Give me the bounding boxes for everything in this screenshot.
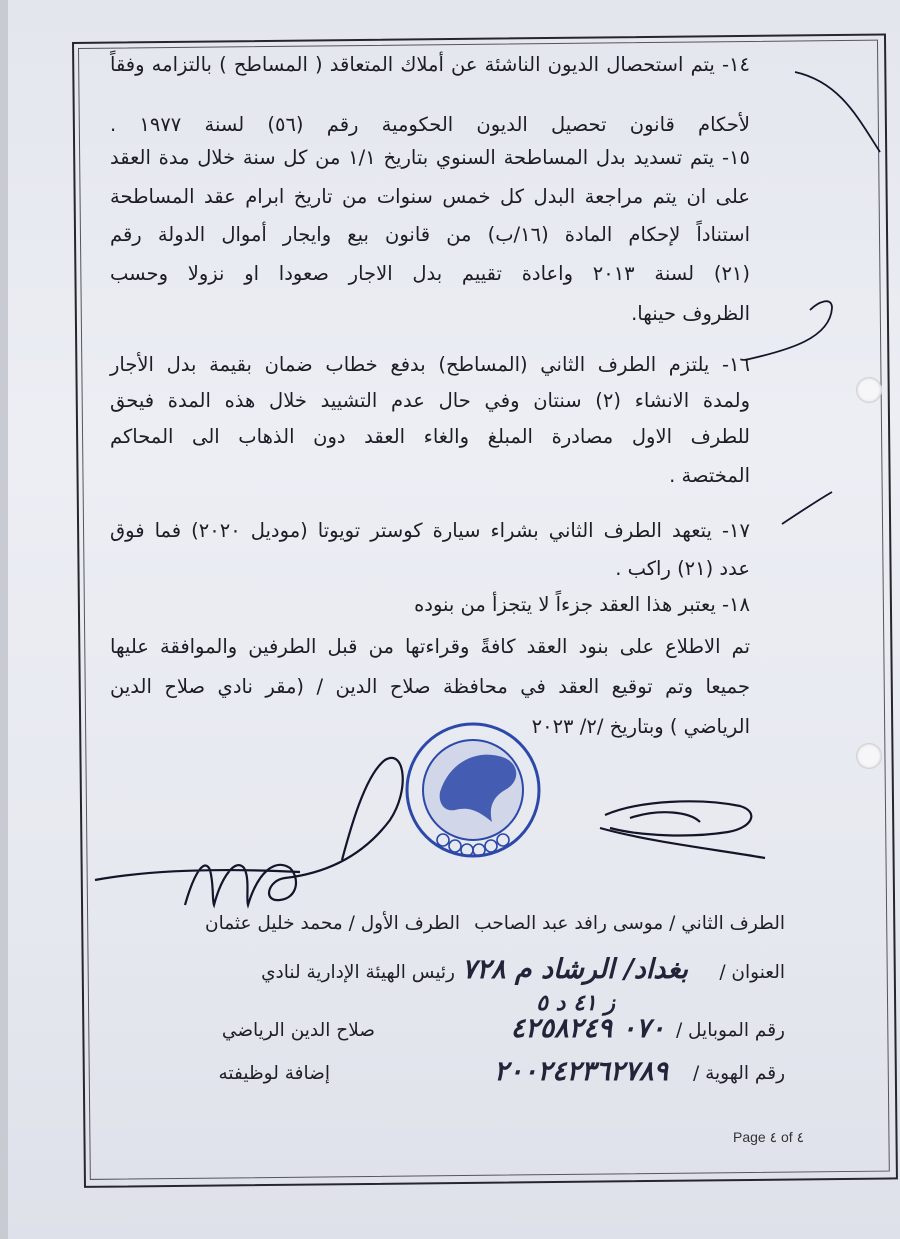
clause-15-line-5: الظروف حينها. bbox=[631, 302, 750, 325]
id-label: رقم الهوية / bbox=[692, 1063, 785, 1084]
clause-16-line-4: المختصة . bbox=[669, 464, 750, 487]
margin-tick-mark bbox=[745, 301, 832, 360]
margin-tick-mark bbox=[795, 72, 880, 152]
clause-15-line-2: على ان يتم مراجعة البدل كل خمس سنوات من تاريخ ابرام عقد المساطحة bbox=[110, 185, 750, 208]
mobile-handwritten-note: ز ٤١ د ٥ bbox=[536, 990, 615, 1016]
clause-17-line-1: ١٧- يتعهد الطرف الثاني بشراء سيارة كوستر تويوتا (موديل ٢٠٢٠) فما فوق bbox=[110, 519, 750, 542]
clause-18: ١٨- يعتبر هذا العقد جزءاً لا يتجزأ من بنوده bbox=[414, 593, 750, 616]
clause-16-line-3: للطرف الاول مصادرة المبلغ والغاء العقد دون الذهاب الى المحاكم bbox=[110, 425, 750, 448]
second-party-signature bbox=[95, 758, 403, 905]
id-handwritten: ٢٠٠٢٤٢٣٦٢٧٨٩ bbox=[493, 1056, 668, 1087]
closing-line-3: الرياضي ) وبتاريخ /٢/ ٢٠٢٣ bbox=[531, 715, 750, 738]
margin-tick-mark bbox=[782, 492, 832, 524]
clause-16-line-1: ١٦- يلتزم الطرف الثاني (المساطح) بدفع خطاب ضمان بقيمة بدل الأجار bbox=[110, 353, 750, 376]
clause-14-line-1: ١٤- يتم استحصال الديون الناشئة عن أملاك المتعاقد ( المساطح ) بالتزامه وفقاً bbox=[110, 53, 750, 76]
first-party-title-2: صلاح الدين الرياضي bbox=[221, 1020, 375, 1041]
second-party-name: الطرف الثاني / موسى رافد عبد الصاحب bbox=[474, 913, 785, 934]
page-number: Page ٤ of ٤ bbox=[733, 1129, 805, 1145]
address-handwritten: بغداد/ الرشاد م ٧٢٨ bbox=[461, 954, 688, 985]
closing-line-1: تم الاطلاع على بنود العقد كافةً وقراءتها من قبل الطرفين والموافقة عليها bbox=[110, 635, 750, 658]
clause-14-line-2: لأحكام قانون تحصيل الديون الحكومية رقم (٥٦) لسنة ١٩٧٧ . bbox=[110, 113, 750, 136]
clause-16-line-2: ولمدة الانشاء (٢) سنتان وفي حال عدم التشييد خلال هذه المدة فيحق bbox=[110, 389, 750, 412]
closing-line-2: جميعا وتم توقيع العقد في محافظة صلاح الدين / (مقر نادي صلاح الدين bbox=[110, 675, 750, 698]
mobile-label: رقم الموبايل / bbox=[675, 1020, 785, 1041]
first-party-name: الطرف الأول / محمد خليل عثمان bbox=[205, 913, 460, 934]
clause-15-line-1: ١٥- يتم تسديد بدل المساطحة السنوي بتاريخ ١/١ من كل سنة خلال مدة العقد bbox=[110, 146, 750, 169]
first-party-signature bbox=[600, 801, 765, 858]
clause-15-line-3: استناداً لإحكام المادة (١٦/ب) من قانون بيع وايجار أموال الدولة رقم bbox=[110, 223, 750, 246]
address-label: العنوان / bbox=[719, 962, 785, 983]
club-stamp bbox=[407, 724, 539, 856]
clause-17-line-2: عدد (٢١) راكب . bbox=[615, 557, 750, 580]
mobile-handwritten: ٠٧٠ ٤٢٥٨٢٤٩ bbox=[510, 1013, 665, 1044]
first-party-title-1: رئيس الهيئة الإدارية لنادي bbox=[261, 962, 455, 983]
clause-15-line-4: (٢١) لسنة ٢٠١٣ واعادة تقييم بدل الاجار صعودا او نزولا وحسب bbox=[110, 262, 750, 285]
first-party-title-3: إضافة لوظيفته bbox=[218, 1063, 330, 1084]
